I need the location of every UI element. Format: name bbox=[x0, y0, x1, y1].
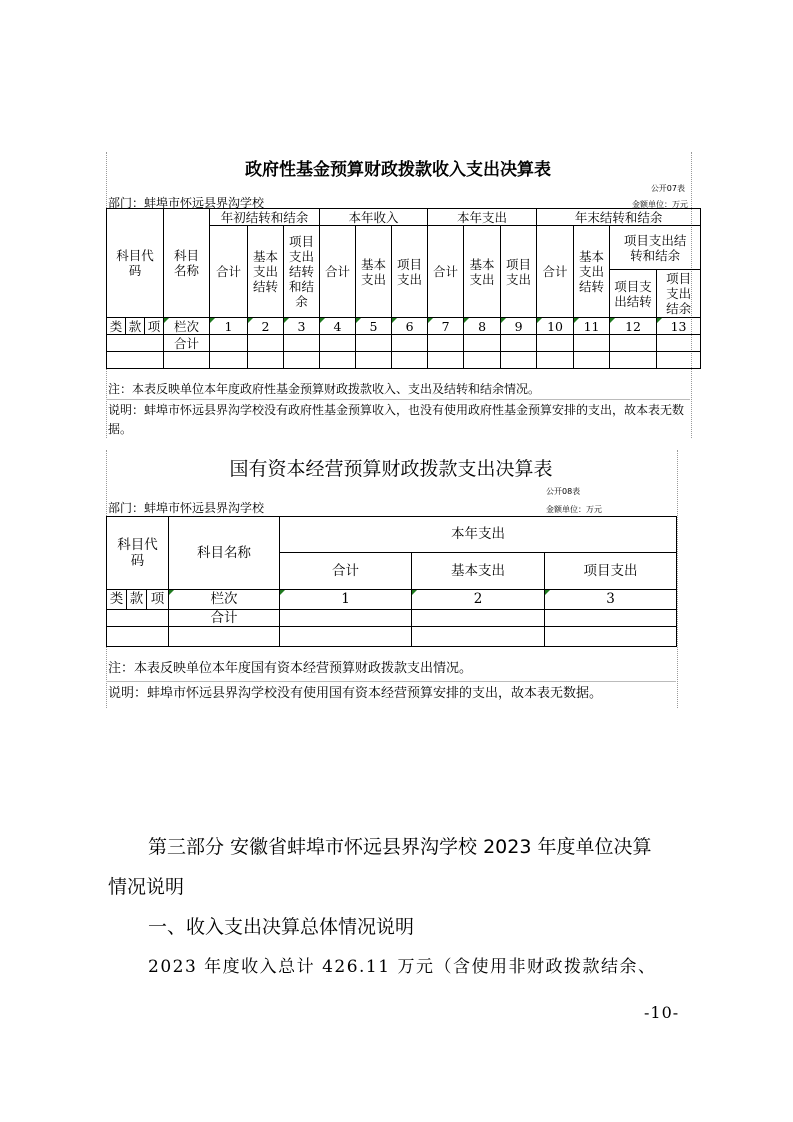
row-label-section: 款 bbox=[127, 590, 147, 610]
header-closing-balance: 年末结转和结余 bbox=[537, 209, 701, 226]
column-number: 5 bbox=[356, 318, 392, 335]
row-label-category: 类 bbox=[107, 318, 126, 335]
body-paragraph: 2023 年度收入总计 426.11 万元（含使用非财政拨款结余、 bbox=[148, 957, 657, 977]
col-project-carryover-balance: 项目支出结转和结余 bbox=[610, 226, 701, 270]
col-total: 合计 bbox=[320, 226, 356, 318]
table-cell bbox=[537, 352, 574, 369]
table-cell bbox=[107, 610, 169, 627]
col-project-balance: 项目支出结余 bbox=[657, 270, 701, 318]
table2-unit: 金额单位：万元 bbox=[546, 505, 602, 514]
col-basic-carryover: 基本支出结转 bbox=[248, 226, 284, 318]
column-number: 12 bbox=[610, 318, 657, 335]
table-cell bbox=[574, 335, 610, 352]
table1-title: 政府性基金预算财政拨款收入支出决算表 bbox=[245, 160, 551, 180]
col-project-carryover: 项目支出结转和结余 bbox=[284, 226, 320, 318]
table1-unit: 金额单位：万元 bbox=[632, 200, 688, 209]
table-cell bbox=[501, 352, 537, 369]
header-subject-code: 科目代码 bbox=[107, 517, 169, 590]
header-annual-expenditure: 本年支出 bbox=[428, 209, 537, 226]
table2-department: 部门：蚌埠市怀远县界沟学校 bbox=[108, 501, 265, 515]
table-cell bbox=[545, 627, 677, 647]
table-cell bbox=[210, 335, 248, 352]
col-basic: 基本支出 bbox=[464, 226, 501, 318]
table-cell bbox=[610, 335, 657, 352]
row-label-total: 合计 bbox=[169, 610, 280, 627]
table-cell bbox=[356, 335, 392, 352]
col-project: 项目支出 bbox=[545, 553, 677, 590]
column-number: 2 bbox=[248, 318, 284, 335]
table-cell bbox=[284, 352, 320, 369]
header-subject-name: 科目名称 bbox=[169, 517, 280, 590]
table-cell bbox=[107, 335, 164, 352]
table-cell bbox=[574, 352, 610, 369]
table2-title: 国有资本经营预算财政拨款支出决算表 bbox=[229, 458, 553, 480]
col-total: 合计 bbox=[280, 553, 412, 590]
table-cell bbox=[537, 335, 574, 352]
table2-explanation: 说明：蚌埠市怀远县界沟学校没有使用国有资本经营预算安排的支出，故本表无数据。 bbox=[108, 686, 603, 701]
table-cell bbox=[320, 335, 356, 352]
col-basic-carryover: 基本支出结转 bbox=[574, 226, 610, 318]
table-cell bbox=[107, 352, 164, 369]
header-subject-code: 科目代码 bbox=[107, 209, 164, 318]
row-label-item: 项 bbox=[147, 590, 169, 610]
table-cell bbox=[284, 335, 320, 352]
table-cell bbox=[428, 335, 464, 352]
row-label-section: 款 bbox=[126, 318, 145, 335]
col-basic: 基本支出 bbox=[412, 553, 545, 590]
table1-note: 注：本表反映单位本年度政府性基金预算财政拨款收入、支出及结转和结余情况。 bbox=[108, 382, 541, 396]
table-cell bbox=[392, 335, 428, 352]
table-cell bbox=[412, 610, 545, 627]
col-project-carryover: 项目支出结转 bbox=[610, 270, 657, 318]
header-annual-income: 本年收入 bbox=[320, 209, 428, 226]
table-cell bbox=[169, 627, 280, 647]
table-cell bbox=[657, 335, 701, 352]
column-number: 9 bbox=[501, 318, 537, 335]
section-heading-continued: 情况说明 bbox=[108, 876, 185, 898]
table-cell bbox=[428, 352, 464, 369]
col-project: 项目支出 bbox=[501, 226, 537, 318]
header-annual-expenditure: 本年支出 bbox=[280, 517, 677, 553]
table-cell bbox=[464, 335, 501, 352]
table-cell bbox=[280, 610, 412, 627]
page-number: -10- bbox=[644, 1003, 680, 1022]
col-total: 合计 bbox=[428, 226, 464, 318]
col-basic: 基本支出 bbox=[356, 226, 392, 318]
row-label-column-no: 栏次 bbox=[164, 318, 210, 335]
table1-explanation: 说明：蚌埠市怀远县界沟学校没有政府性基金预算收入，也没有使用政府性基金预算安排的支出，故本表无数据。 bbox=[108, 403, 685, 436]
column-number: 4 bbox=[320, 318, 356, 335]
subsection-heading: 一、收入支出决算总体情况说明 bbox=[148, 916, 415, 938]
table-cell bbox=[356, 352, 392, 369]
column-number: 13 bbox=[657, 318, 701, 335]
table-cell bbox=[412, 627, 545, 647]
table2 bbox=[106, 516, 677, 647]
column-number: 3 bbox=[284, 318, 320, 335]
table-cell bbox=[280, 627, 412, 647]
table-cell bbox=[107, 627, 169, 647]
table2-note: 注：本表反映单位本年度国有资本经营预算财政拨款支出情况。 bbox=[108, 661, 473, 676]
col-project: 项目支出 bbox=[392, 226, 428, 318]
column-number: 10 bbox=[537, 318, 574, 335]
row-label-total: 合计 bbox=[164, 335, 210, 352]
column-number: 3 bbox=[545, 590, 677, 610]
table1-department: 部门：蚌埠市怀远县界沟学校 bbox=[108, 196, 265, 210]
row-label-item: 项 bbox=[145, 318, 164, 335]
col-total: 合计 bbox=[210, 226, 248, 318]
table-cell bbox=[164, 352, 210, 369]
table-cell bbox=[248, 352, 284, 369]
column-number: 1 bbox=[280, 590, 412, 610]
section-heading: 第三部分 安徽省蚌埠市怀远县界沟学校 2023 年度单位决算 bbox=[148, 836, 652, 858]
header-opening-balance: 年初结转和结余 bbox=[210, 209, 320, 226]
table-cell bbox=[248, 335, 284, 352]
table-cell bbox=[320, 352, 356, 369]
table-cell bbox=[501, 335, 537, 352]
column-number: 7 bbox=[428, 318, 464, 335]
table-cell bbox=[210, 352, 248, 369]
column-number: 6 bbox=[392, 318, 428, 335]
column-number: 2 bbox=[412, 590, 545, 610]
col-total: 合计 bbox=[537, 226, 574, 318]
header-subject-name: 科目名称 bbox=[164, 209, 210, 318]
row-label-category: 类 bbox=[107, 590, 127, 610]
column-number: 11 bbox=[574, 318, 610, 335]
row-label-column-no: 栏次 bbox=[169, 590, 280, 610]
table2-code: 公开08表 bbox=[546, 487, 581, 496]
table-cell bbox=[545, 610, 677, 627]
column-number: 8 bbox=[464, 318, 501, 335]
table-cell bbox=[657, 352, 701, 369]
table-cell bbox=[392, 352, 428, 369]
table1 bbox=[106, 208, 701, 369]
column-number: 1 bbox=[210, 318, 248, 335]
table-cell bbox=[610, 352, 657, 369]
table-cell bbox=[464, 352, 501, 369]
table1-code: 公开07表 bbox=[650, 184, 685, 193]
